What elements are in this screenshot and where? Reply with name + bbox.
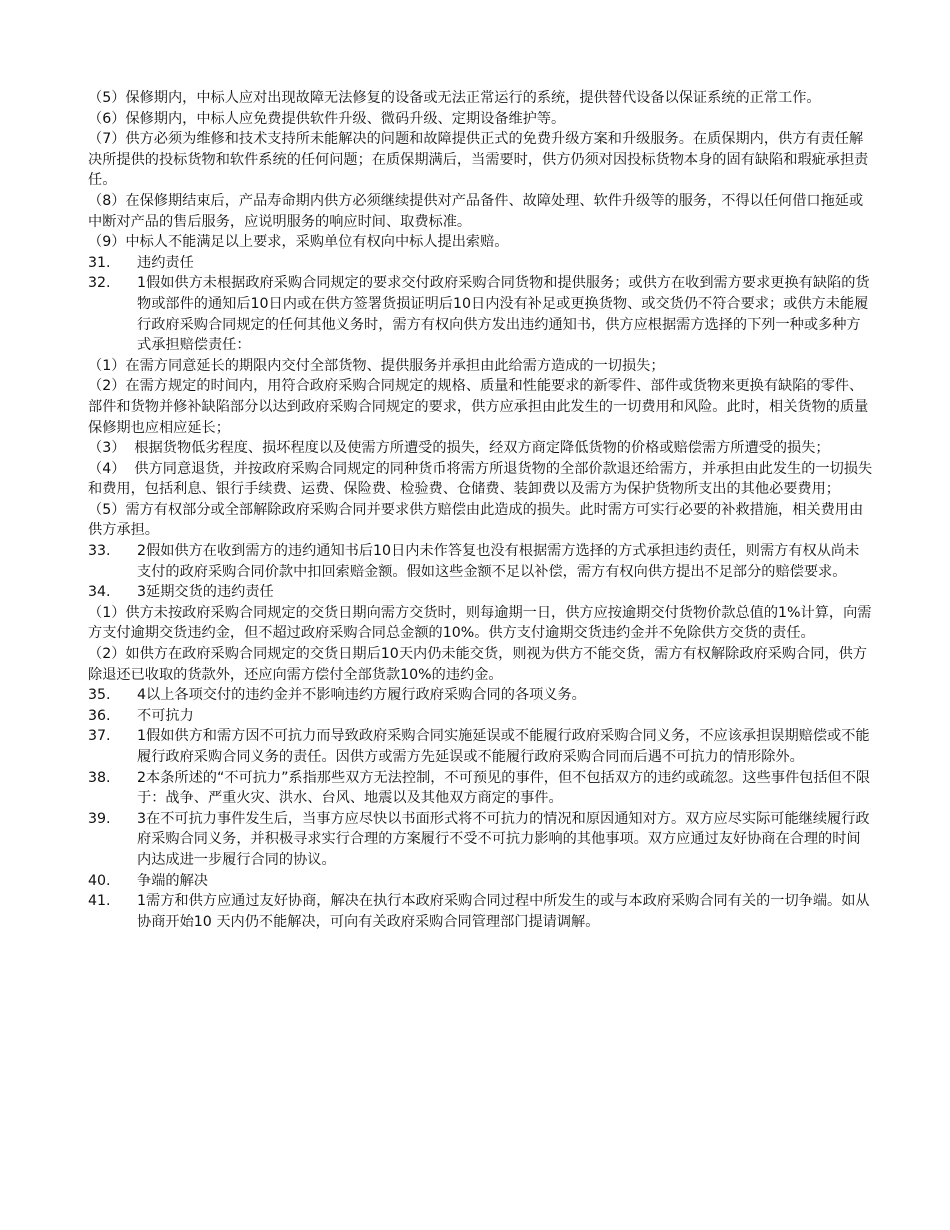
clause-number: 34.: [88, 584, 111, 601]
paragraph: （7）供方必须为维修和技术支持所未能解决的问题和故障提供正式的免费升级方案和升级服务。在质保期内，供方有责任解决所提供的投标货物和软件系统的任何问题；在质保期满后，当需要时，供方仍须对因投标货物本身的固有缺陷和瑕疵承担责任。: [88, 131, 869, 189]
clause-text: 3在不可抗力事件发生后，当事方应尽快以书面形式将不可抗力的情况和原因通知对方。双方应尽实际可能继续履行政府采购合同义务，并积极寻求实行合理的方案履行不受不可抗力影响的其他事项。双方应通过友好协商在合理的时间内达成进一步履行合同的协议。: [137, 810, 870, 868]
clause-number: 35.: [88, 687, 111, 704]
paragraph: （9）中标人不能满足以上要求，采购单位有权向中标人提出索赔。: [88, 234, 509, 251]
clause-number: 39.: [88, 810, 111, 827]
paragraph: （2）在需方规定的时间内，用符合政府采购合同规定的规格、质量和性能要求的新零件、部件或货物来更换有缺陷的零件、部件和货物并修补缺陷部分以达到政府采购合同规定的要求，供方应承担由此发生的一切费用和风险。此时，相关货物的质量保修期也应相应延长；: [88, 378, 869, 436]
clause-number: 38.: [88, 769, 111, 786]
clause-number: 40.: [88, 872, 111, 889]
clause-text: 争端的解决: [137, 872, 208, 889]
paragraph: （2）如供方在政府采购合同规定的交货日期后10天内仍未能交货，则视为供方不能交货，需方有权解除政府采购合同，供方除退还已收取的货款外，还应向需方偿付全部货款10%的违约金。: [88, 646, 868, 683]
clause-number: 41.: [88, 893, 111, 910]
clause-number: 32.: [88, 275, 111, 292]
paragraph: （1）在需方同意延长的期限内交付全部货物、提供服务并承担由此给需方造成的一切损失；: [88, 357, 665, 374]
numbered-clause: [88, 768, 873, 809]
numbered-clause: [88, 871, 873, 892]
numbered-clause: [88, 726, 873, 767]
numbered-clause: [88, 685, 873, 706]
paragraph: （1）供方未按政府采购合同规定的交货日期向需方交货时，则每逾期一日，供方应按逾期交付货物价款总值的1%计算，向需方支付逾期交货违约金，但不超过政府采购合同总金额的10%。供方支付逾期交货违约金并不免除供方交货的责任。: [88, 604, 872, 642]
clause-text: 2本条所述的“不可抗力”系指那些双方无法控制，不可预见的事件，但不包括双方的违约或疏忽。这些事件包括但不限于：战争、严重火灾、洪水、台风、地震以及其他双方商定的事件。: [137, 769, 871, 807]
clause-text: 不可抗力: [137, 707, 194, 724]
numbered-clause: [88, 541, 873, 582]
clause-number: 36.: [88, 707, 111, 724]
numbered-clause: [88, 891, 873, 932]
clause-number: 33.: [88, 543, 111, 560]
clause-text: 4以上各项交付的违约金并不影响违约方履行政府采购合同的各项义务。: [137, 687, 586, 704]
clause-text: 2假如供方在收到需方的违约通知书后10日内未作答复也没有根据需方选择的方式承担违约责任，则需方有权从尚未支付的政府采购合同价款中扣回索赔金额。假如这些金额不足以补偿，需方有权向供方提出不足部分的赔偿要求。: [137, 543, 860, 580]
clause-text: 1假如供方和需方因不可抗力而导致政府采购合同实施延误或不能履行政府采购合同义务，不应该承担误期赔偿或不能履行政府采购合同义务的责任。因供方或需方先延误或不能履行政府采购合同而后遇不可抗力的情形除外。: [137, 728, 870, 765]
clause-number: 31.: [88, 254, 111, 271]
clause-text: 违约责任: [137, 254, 194, 271]
clause-text: 1假如供方未根据政府采购合同规定的要求交付政府采购合同货物和提供服务；或供方在收到需方要求更换有缺陷的货物或部件的通知后10日内或在供方签署货损证明后10日内没有补足或更换货物、或交货仍不符合要求；或供方未能履行政府采购合同规定的任何其他义务时，需方有权向供方发出违约通知书，供方应根据需方选择的下列一种或多种方式承担赔偿责任：: [137, 275, 870, 354]
numbered-clause: [88, 253, 873, 274]
clause-number: 37.: [88, 728, 111, 745]
document-page: [88, 88, 873, 932]
numbered-clause: [88, 809, 873, 871]
clause-text: 3延期交货的违约责任: [137, 584, 274, 601]
clause-text: 1需方和供方应通过友好协商，解决在执行本政府采购合同过程中所发生的或与本政府采购合同有关的一切争端。如从协商开始10 天内仍不能解决，可向有关政府采购合同管理部门提请调解。: [137, 893, 870, 930]
paragraph: （6）保修期内，中标人应免费提供软件升级、微码升级、定期设备维护等。: [88, 110, 566, 127]
numbered-clause: [88, 582, 873, 603]
numbered-clause: [88, 706, 873, 727]
paragraph: （5）保修期内，中标人应对出现故障无法修复的设备或无法正常运行的系统，提供替代设备以保证系统的正常工作。: [88, 90, 821, 106]
paragraph: （3） 根据货物低劣程度、损坏程度以及使需方所遭受的损失，经双方商定降低货物的价格或赔偿需方所遭受的损失；: [88, 440, 830, 457]
paragraph: （8）在保修期结束后，产品寿命期内供方必须继续提供对产品备件、故障处理、软件升级等的服务，不得以任何借口拖延或中断对产品的售后服务，应说明服务的响应时间、取费标准。: [88, 192, 864, 230]
numbered-clause: [88, 273, 873, 355]
paragraph: （5）需方有权部分或全部解除政府采购合同并要求供方赔偿由此造成的损失。此时需方可实行必要的补救措施，相关费用由供方承担。: [88, 501, 864, 539]
paragraph: （4） 供方同意退货，并按政府采购合同规定的同种货币将需方所退货物的全部价款退还给需方，并承担由此发生的一切损失和费用，包括利息、银行手续费、运费、保险费、检验费、仓储费、装卸费以及需方为保护货物所支出的其他必要费用；: [88, 460, 873, 498]
